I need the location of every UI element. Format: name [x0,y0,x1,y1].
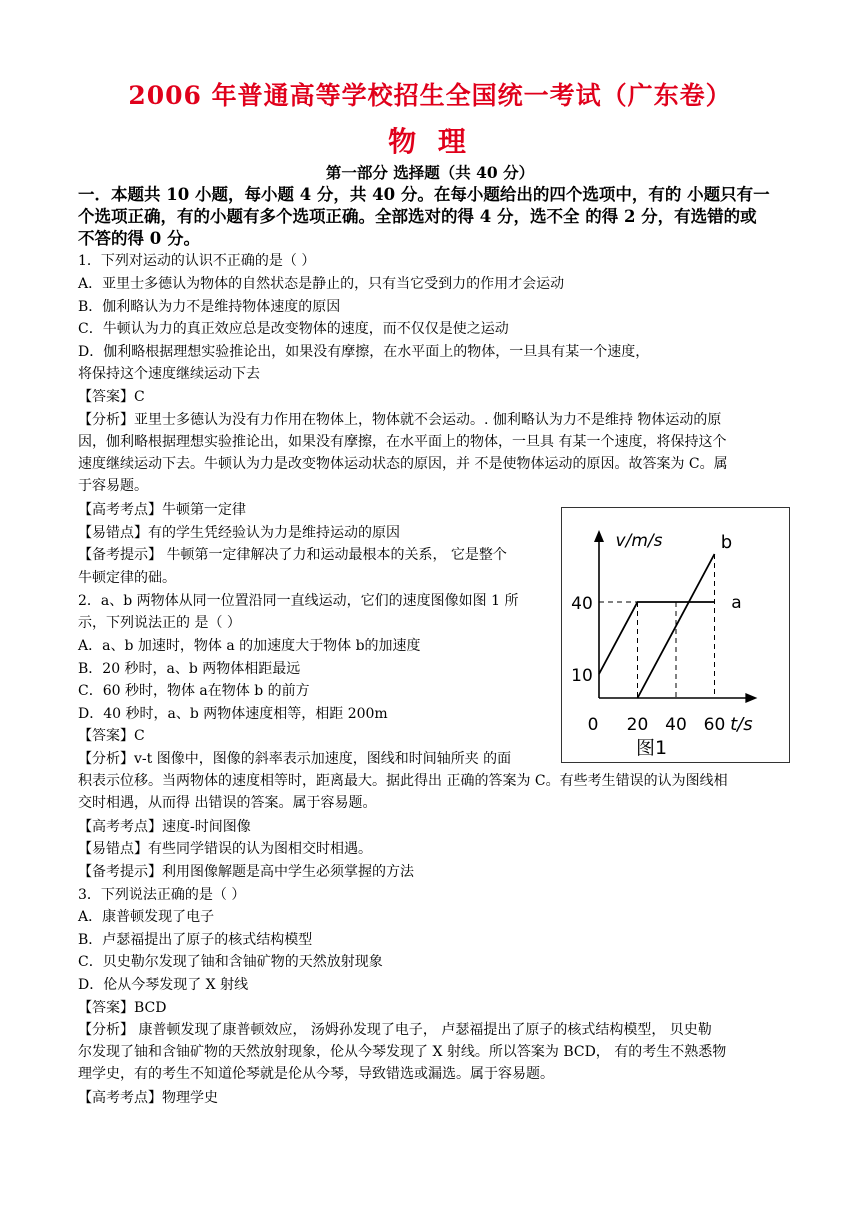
instruction-line: 不答的得 0 分。 [78,229,200,248]
subject-title: 物 理 [388,125,472,158]
y-axis-label: v/m/s [615,531,663,551]
q3-option-d: D．伦从今琴发现了 X 射线 [78,977,249,993]
question-1-stem: 1．下列对运动的认识不正确的是（ ） [78,253,316,269]
q3-option-a: A．康普顿发现了电子 [78,909,215,925]
q1-mistake: 【易错点】有的学生凭经验认为力是维持运动的原因 [78,525,400,541]
x-tick-label-0: 0 [587,715,599,735]
analysis-line: 理学史，有的考生不知道伦琴就是伦从今琴，导致错选或漏选。属于容易题。 [78,1066,554,1082]
question-2-stem-cont: 示，下列说法正的 是（ ） [78,615,241,631]
q3-answer: 【答案】BCD [78,1000,167,1016]
q2-option-b: B．20 秒时，a、b 两物体相距最远 [78,661,301,677]
q1-option-d: D．伽利略根据理想实验推论出，如果没有摩擦，在水平面上的物体，一旦具有某一个速度， [78,344,650,360]
x-axis-arrow [745,693,757,703]
y-tick-label-10: 10 [571,666,593,686]
exam-title: 2006 年普通高等学校招生全国统一考试（广东卷） [128,81,732,110]
analysis-line: 于容易题。 [78,478,148,494]
analysis-line: 【分析】亚里士多德认为没有力作用在物体上，物体就不会运动。. 伽利略认为力不是维持 物体运动的原 [78,412,722,428]
section-heading: 第一部分 选择题（共 40 分） [325,163,535,182]
series-b-label: b [720,532,733,553]
q2-answer: 【答案】C [78,728,145,744]
q1-tip-cont: 牛顿定律的础。 [78,570,176,586]
q2-exam-point: 【高考考点】速度-时间图像 [78,819,251,835]
graph-canvas [562,508,789,762]
y-axis-arrow [594,530,604,542]
x-tick-label-20: 20 [626,715,649,735]
instruction-line: 个选项正确，有的小题有多个选项正确。全部选对的得 4 分，选不全 的得 2 分，有选错的或 [78,207,757,226]
y-tick-label-40: 40 [571,594,593,614]
q3-option-c: C．贝史勒尔发现了铀和含铀矿物的天然放射现象 [78,954,383,970]
x-axis-label: t/s [730,714,753,735]
q1-option-a: A．亚里士多德认为物体的自然状态是静止的，只有当它受到力的作用才会运动 [78,276,565,292]
x-tick-label-60: 60 [703,715,726,735]
q3-exam-point: 【高考考点】物理学史 [78,1090,218,1106]
analysis-line: 【分析】v-t 图像中，图像的斜率表示加速度，图线和时间轴所夹 的面 [78,751,512,767]
q2-option-c: C．60 秒时，物体 a在物体 b 的前方 [78,683,310,699]
analysis-line: 交时相遇，从而得 出错误的答案。属于容易题。 [78,795,377,811]
series-a-label: a [731,593,742,613]
analysis-line: 积表示位移。当两物体的速度相等时，距离最大。据此得出 正确的答案为 C。有些考生错误的认为图线相 [78,773,728,789]
q2-option-d: D．40 秒时，a、b 两物体速度相等，相距 200m [78,706,388,722]
q2-mistake: 【易错点】有些同学错误的认为图相交时相遇。 [78,841,372,857]
q1-analysis [78,409,786,497]
q1-tip: 【备考提示】 牛顿第一定律解决了力和运动最根本的关系， 它是整个 [78,547,507,563]
q1-option-c: C．牛顿认为力的真正效应总是改变物体的速度，而不仅仅是使之运动 [78,321,509,337]
analysis-line: 速度继续运动下去。牛顿认为力是改变物体运动状态的原因，并 不是使物体运动的原因。故答案为 C。属 [78,456,728,472]
q1-exam-point: 【高考考点】牛顿第一定律 [78,502,246,518]
instruction-line: 一．本题共 10 小题，每小题 4 分，共 40 分。在每小题给出的四个选项中，有的 小题只有一 [78,185,770,204]
velocity-time-graph [561,507,790,763]
q3-option-b: B．卢瑟福提出了原子的核式结构模型 [78,932,313,948]
q1-option-b: B．伽利略认为力不是维持物体速度的原因 [78,299,341,315]
figure-caption: 图1 [635,737,668,759]
analysis-line: 【分析】 康普顿发现了康普顿效应， 汤姆孙发现了电子， 卢瑟福提出了原子的核式结构模型， 贝史勒 [78,1022,712,1038]
q1-answer: 【答案】C [78,389,145,405]
q3-analysis [78,1019,786,1085]
q1-option-d-cont: 将保持这个速度继续运动下去 [78,366,260,382]
q2-option-a: A．a、b 加速时，物体 a 的加速度大于物体 b的加速度 [78,638,421,654]
analysis-line: 尔发现了铀和含铀矿物的天然放射现象，伦从今琴发现了 X 射线。所以答案为 BCD， 有的考生不熟悉物 [78,1044,727,1060]
analysis-line: 因，伽利略根据理想实验推论出，如果没有摩擦，在水平面上的物体，一旦具 有某一个速度，将保持这个 [78,434,727,450]
question-3-stem: 3．下列说法正确的是（ ） [78,887,246,903]
q2-tip: 【备考提示】利用图像解题是高中学生必须掌握的方法 [78,864,414,880]
instructions [78,184,786,250]
question-2-stem: 2．a、b 两物体从同一位置沿同一直线运动，它们的速度图像如图 1 所 [78,593,519,609]
x-tick-label-40: 40 [665,715,687,735]
